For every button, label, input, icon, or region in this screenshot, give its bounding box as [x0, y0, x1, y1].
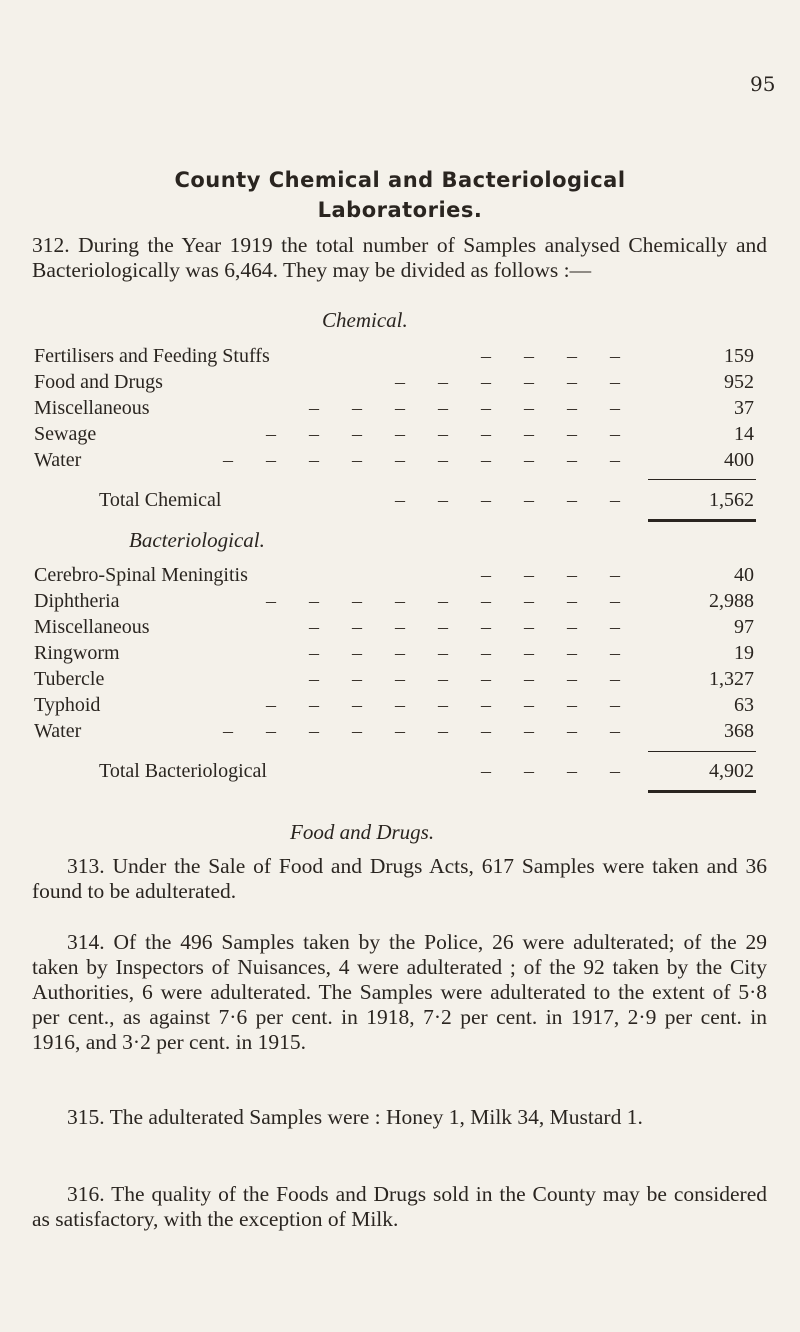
row-label: Fertilisers and Feeding Stuffs [34, 345, 270, 367]
paragraph-number: 313. [67, 854, 105, 878]
paragraph-314 [32, 930, 767, 1055]
title-line-1: County Chemical and Bacteriological [174, 168, 626, 192]
total-rule [648, 751, 756, 752]
paragraph-number: 316. [67, 1182, 105, 1206]
total-row: Total Bacteriological – – – – 4,902 [99, 760, 754, 782]
row-value: 14 [734, 423, 754, 445]
chemical-heading: Chemical. [322, 308, 408, 332]
table-row: Sewage – – – – – – – – – 14 [34, 423, 754, 445]
table-row: Miscellaneous – – – – – – – – 97 [34, 616, 754, 638]
paragraph-313 [32, 854, 767, 904]
row-label: Miscellaneous [34, 397, 150, 419]
row-label: Miscellaneous [34, 616, 150, 638]
bacteriological-heading: Bacteriological. [129, 528, 265, 552]
paragraph-text: Of the 496 Samples taken by the Police, 26 were adulterated; of the 29 taken by Inspectors of Nuisances, 4 were adulterated ; of the 92 taken by the City Authorities, 6 were adulterated. The Samples were adulterated to the extent of 5·8 per cent., as against 7·6 per cent. in 1918, 7·2 per cent. in 1917, 2·9 per cent. in 1916, and 3·2 per cent. in 1915. [32, 930, 767, 1054]
page-number: 95 [750, 72, 776, 96]
total-row: Total Chemical – – – – – – 1,562 [99, 489, 754, 511]
row-label: Water [34, 449, 82, 471]
row-value: 952 [724, 371, 754, 393]
total-label: Total Bacteriological [99, 760, 267, 782]
row-label: Food and Drugs [34, 371, 163, 393]
table-row: Tubercle – – – – – – – – 1,327 [34, 668, 754, 690]
title-line-2: Laboratories. [317, 198, 483, 222]
paragraph-text: The quality of the Foods and Drugs sold in the County may be considered as satisfactory, with the exception of Milk. [32, 1182, 767, 1231]
intro-paragraph [32, 233, 767, 283]
total-rule [648, 479, 756, 480]
total-value: 4,902 [709, 760, 754, 782]
row-value: 1,327 [709, 668, 754, 690]
table-row: Cerebro-Spinal Meningitis – – – – 40 [34, 564, 754, 586]
row-value: 159 [724, 345, 754, 367]
paragraph-316 [32, 1182, 767, 1232]
paragraph-number: 312. [32, 233, 70, 257]
paragraph-text: The adulterated Samples were : Honey 1, Milk 34, Mustard 1. [109, 1105, 643, 1129]
table-row: Water – – – – – – – – – – 400 [34, 449, 754, 471]
row-label: Cerebro-Spinal Meningitis [34, 564, 248, 586]
total-double-rule [648, 519, 756, 522]
row-value: 19 [734, 642, 754, 664]
row-label: Sewage [34, 423, 97, 445]
row-label: Diphtheria [34, 590, 120, 612]
table-row: Food and Drugs – – – – – – 952 [34, 371, 754, 393]
row-value: 97 [734, 616, 754, 638]
row-value: 368 [724, 720, 754, 742]
table-row: Diphtheria – – – – – – – – – 2,988 [34, 590, 754, 612]
table-row: Miscellaneous – – – – – – – – 37 [34, 397, 754, 419]
table-row: Ringworm – – – – – – – – 19 [34, 642, 754, 664]
total-value: 1,562 [709, 489, 754, 511]
row-value: 2,988 [709, 590, 754, 612]
paragraph-number: 314. [67, 930, 105, 954]
row-value: 63 [734, 694, 754, 716]
paragraph-text: During the Year 1919 the total number of Samples analysed Chemically and Bacteriologically was 6,464. They may be divided as follows :— [32, 233, 768, 282]
total-label: Total Chemical [99, 489, 222, 511]
page-title [0, 165, 800, 225]
paragraph-315 [32, 1105, 767, 1130]
row-label: Water [34, 720, 82, 742]
paragraph-number: 315. [67, 1105, 105, 1129]
food-drugs-heading: Food and Drugs. [290, 820, 435, 844]
row-label: Ringworm [34, 642, 120, 664]
row-value: 37 [734, 397, 754, 419]
row-value: 40 [734, 564, 754, 586]
row-label: Tubercle [34, 668, 105, 690]
table-row: Water – – – – – – – – – – 368 [34, 720, 754, 742]
table-row: Typhoid – – – – – – – – – 63 [34, 694, 754, 716]
paragraph-text: Under the Sale of Food and Drugs Acts, 617 Samples were taken and 36 found to be adulterated. [32, 854, 768, 903]
table-row: Fertilisers and Feeding Stuffs – – – – 159 [34, 345, 754, 367]
row-label: Typhoid [34, 694, 101, 716]
total-double-rule [648, 790, 756, 793]
row-value: 400 [724, 449, 754, 471]
